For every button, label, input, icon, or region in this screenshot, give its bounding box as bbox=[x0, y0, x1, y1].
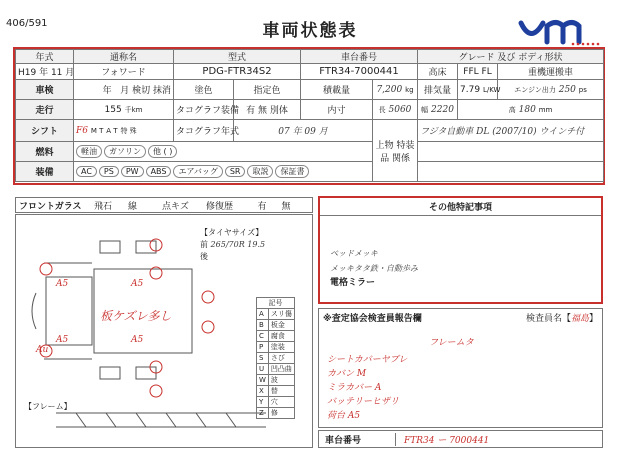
diagram-mark: A5 bbox=[131, 279, 144, 289]
legend-code: X bbox=[257, 386, 269, 397]
other-notes-box bbox=[318, 196, 603, 304]
power-value: エンジン出力 250 ps bbox=[498, 80, 604, 100]
page-number: 406/591 bbox=[6, 18, 48, 29]
report-note: バッテリーヒザリ bbox=[327, 397, 400, 407]
tire-size-title: 【タイヤサイズ】 bbox=[200, 228, 264, 237]
other-note: 電格ミラー bbox=[330, 278, 376, 288]
header-grade: グレード 及び ボディ形状 bbox=[418, 50, 604, 64]
glass-opt: 飛石 bbox=[94, 201, 113, 212]
glass-label: フロントガラス bbox=[19, 201, 82, 212]
disp-value: 7.79 L/KW bbox=[458, 80, 498, 100]
mileage-value: 155 千km bbox=[74, 100, 174, 120]
tire-rear: 後 bbox=[200, 252, 208, 261]
frame-label: 【フレーム】 bbox=[24, 402, 72, 411]
report-note: シートカバーヤブレ bbox=[327, 355, 408, 365]
legend-code: A bbox=[257, 309, 269, 320]
company-logo bbox=[517, 17, 607, 47]
load-value: 7,200 kg bbox=[373, 80, 418, 100]
tacho-label: タコグラフ装備 bbox=[174, 100, 234, 120]
shift-label: シフト bbox=[16, 120, 74, 142]
color-code-label: 指定色 bbox=[234, 80, 301, 100]
glass-opt: 点キズ bbox=[162, 201, 189, 212]
equip-value-3 bbox=[418, 162, 604, 182]
other-notes-title: その他特記事項 bbox=[320, 198, 601, 216]
vehicle-diagram bbox=[15, 214, 313, 448]
legend-desc: 腐食 bbox=[268, 331, 294, 342]
header-model-code: 型式 bbox=[174, 50, 301, 64]
legend-code: U bbox=[257, 364, 269, 375]
inspection-label: 車検 bbox=[16, 80, 74, 100]
equip-value-2 bbox=[418, 142, 604, 162]
disp-label: 排気量 bbox=[418, 80, 458, 100]
legend-title: 記号 bbox=[257, 298, 295, 309]
fuel-label: 燃料 bbox=[16, 142, 74, 162]
legend-desc: 塗装 bbox=[268, 342, 294, 353]
legend-desc: さび bbox=[268, 353, 294, 364]
frame-note: フレームタ bbox=[429, 338, 474, 348]
legend-desc: 凹凸曲 bbox=[268, 364, 294, 375]
year-value: H19 年 11 月 bbox=[16, 64, 74, 80]
glass-opt: 線 bbox=[128, 201, 138, 212]
header-chassis: 車台番号 bbox=[301, 50, 418, 64]
grade-body-value: 重機運搬車 bbox=[498, 64, 604, 80]
inspector-name: 検査員名【福島】 bbox=[525, 314, 598, 324]
damage-legend bbox=[256, 297, 295, 419]
other-note: メッキタタ鉄・自動歩み bbox=[330, 264, 418, 273]
diagram-mark: Au bbox=[36, 345, 49, 355]
width-value: 幅 2220 bbox=[418, 100, 458, 120]
legend-code: P bbox=[257, 342, 269, 353]
model-name-value: フォワード bbox=[74, 64, 174, 80]
fuel-options: 軽油 ガソリン 他 ( ) bbox=[74, 142, 373, 162]
legend-code: B bbox=[257, 320, 269, 331]
footer-chassis-label: 車台番号 bbox=[319, 433, 396, 446]
glass-opt: 無 bbox=[281, 201, 291, 212]
diagram-mark: A5 bbox=[56, 279, 69, 289]
footer-chassis bbox=[318, 430, 603, 448]
chassis-value: FTR34-7000441 bbox=[301, 64, 418, 80]
other-note: ベッドメッキ bbox=[330, 249, 378, 258]
equip-value: フジタ自動車 DL (2007/10) ウインチ付 bbox=[418, 120, 604, 142]
report-note: ミラカバー A bbox=[327, 383, 382, 393]
report-title: ※査定協会検査員報告欄 bbox=[323, 314, 422, 324]
inner-label: 内寸 bbox=[301, 100, 373, 120]
equip-label: 上物 特装品 関係 bbox=[373, 120, 418, 182]
inspection-value: 年 月 検切 抹消 bbox=[74, 80, 174, 100]
header-model-name: 通称名 bbox=[74, 50, 174, 64]
body-note: 板ケズレ多し bbox=[100, 309, 172, 323]
legend-code: S bbox=[257, 353, 269, 364]
glass-opt: 有 bbox=[257, 201, 267, 212]
grade-opt-1: 高床 bbox=[418, 64, 458, 80]
legend-code: C bbox=[257, 331, 269, 342]
vehicle-info-table bbox=[15, 49, 604, 182]
legend-desc: スリ傷 bbox=[268, 309, 294, 320]
height-value: 高 180 mm bbox=[458, 100, 604, 120]
glass-row bbox=[15, 197, 313, 213]
legend-code: Z bbox=[257, 408, 269, 419]
mileage-label: 走行 bbox=[16, 100, 74, 120]
equipment-options: AC PS PW ABS エアバッグ SR 取説 保証書 bbox=[74, 162, 373, 182]
tacho-value: 有 無 別体 bbox=[234, 100, 301, 120]
legend-desc: 替 bbox=[268, 386, 294, 397]
footer-chassis-value: FTR34 ー 7000441 bbox=[404, 435, 490, 446]
legend-desc: 穴 bbox=[268, 397, 294, 408]
legend-desc: 板金 bbox=[268, 320, 294, 331]
diagram-mark: A5 bbox=[131, 335, 144, 345]
shift-value: F6 M T A T 特 殊 bbox=[74, 120, 174, 142]
header-year: 年式 bbox=[16, 50, 74, 64]
color-label: 塗色 bbox=[174, 80, 234, 100]
model-code-value: PDG-FTR34S2 bbox=[174, 64, 301, 80]
diagram-mark: A5 bbox=[56, 335, 69, 345]
report-note: カバン M bbox=[327, 369, 367, 379]
legend-desc: 波 bbox=[268, 375, 294, 386]
page-title: 車両状態表 bbox=[262, 21, 358, 41]
legend-code: W bbox=[257, 375, 269, 386]
tacho-year-value: 07 年 09 月 bbox=[234, 120, 373, 142]
report-note: 荷台 A5 bbox=[327, 411, 361, 421]
length-value: 長 5060 bbox=[373, 100, 418, 120]
legend-code: Y bbox=[257, 397, 269, 408]
grade-opt-2: FFL FL bbox=[458, 64, 498, 80]
load-label: 積載量 bbox=[301, 80, 373, 100]
tire-front: 前 265/70R 19.5 bbox=[200, 240, 266, 249]
equipment-label: 装備 bbox=[16, 162, 74, 182]
glass-opt: 修復歴 bbox=[206, 201, 234, 212]
tacho-year-label: タコグラフ年式 bbox=[174, 120, 234, 142]
inspector-report bbox=[318, 308, 603, 428]
legend-desc: 修 bbox=[268, 408, 294, 419]
